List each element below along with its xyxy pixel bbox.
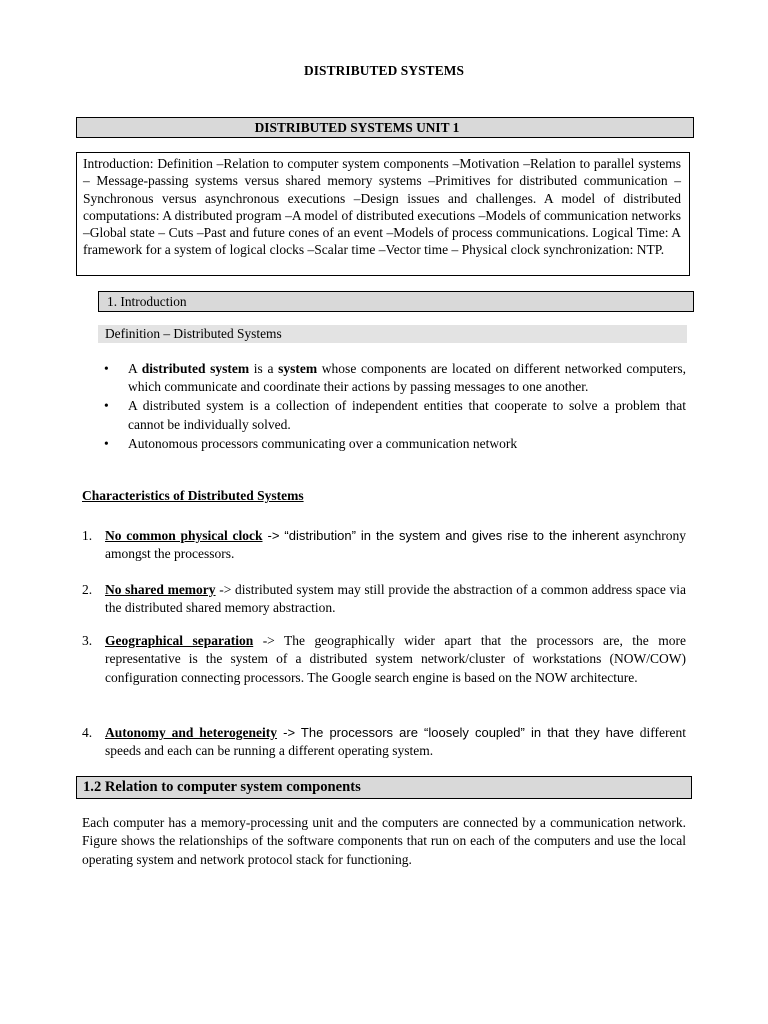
item-text-block — [105, 527, 686, 564]
item-term: Autonomy and heterogeneity — [105, 725, 278, 740]
characteristic-item — [82, 527, 686, 564]
section-heading: 1.2 Relation to computer system components — [76, 776, 692, 799]
list-item — [104, 435, 686, 453]
list-item — [104, 360, 686, 396]
characteristic-item — [82, 632, 686, 687]
list-item — [104, 397, 686, 433]
bold-term: system — [278, 361, 318, 376]
item-text: different speeds and each can be running a different operating system. — [105, 725, 686, 759]
item-arrow: -> — [262, 528, 285, 543]
item-text: -> distributed system may still provide the abstraction of a common address space via the distributed shared memory abstraction. — [105, 582, 686, 616]
item-term: No shared memory — [105, 582, 216, 597]
item-term: No common physical clock — [105, 528, 263, 543]
bullet-icon: • — [104, 361, 109, 376]
bullet-icon: • — [104, 398, 109, 414]
item-text: -> The processors are “loosely coupled” in that they have — [277, 725, 634, 740]
item-text-block — [105, 581, 686, 618]
unit-title: DISTRIBUTED SYSTEMS UNIT 1 — [254, 120, 460, 135]
item-term: Geographical separation — [105, 633, 254, 648]
bullet-text: whose components are located on different networked computers, which communicate and coordinate their actions by passing messages to one another. — [128, 361, 687, 395]
intro-heading: 1. Introduction — [98, 291, 694, 312]
bullet-text: A — [128, 361, 142, 376]
characteristic-item — [82, 581, 686, 618]
document-title: DISTRIBUTED SYSTEMS — [303, 63, 465, 78]
item-number: 1. — [82, 528, 93, 543]
unit-title-box — [76, 117, 694, 138]
item-text: asynchrony amongst the processors. — [105, 528, 686, 562]
item-number: 3. — [82, 633, 93, 648]
item-number: 2. — [82, 582, 93, 597]
item-text: -> The geographically wider apart that the processors are, the more representative is the system of a distributed system network/cluster of workstations (NOW/COW) configuration connecting processors. The Google search engine is based on the NOW architecture. — [105, 633, 686, 685]
item-number: 4. — [82, 725, 93, 740]
bold-term: distributed system — [141, 361, 250, 376]
item-text: “distribution” in the system and gives rise to the inherent — [284, 528, 620, 543]
bullet-text: A distributed system is a collection of independent entities that cooperate to solve a problem that cannot be individually solved. — [128, 398, 686, 432]
definition-bullet-list — [104, 360, 686, 454]
item-text-block — [105, 632, 686, 687]
syllabus-box: Introduction: Definition –Relation to computer system components –Motivation –Relation to parallel systems – Message-passing systems versus shared memory systems –Primitives for distributed communication –Synchronous versus asynchronous executions –Design issues and challenges. A model of distributed computations: A distributed program –A model of distributed executions –Models of communication networks –Global state – Cuts –Past and future cones of an event –Models of process communications. Logical Time: A framework for a system of logical clocks –Scalar time –Vector time – Physical clock synchronization: NTP. — [76, 152, 690, 276]
bullet-text: Autonomous processors communicating over a communication network — [128, 435, 518, 451]
characteristics-heading: Characteristics of Distributed Systems — [82, 488, 304, 503]
characteristic-item — [82, 724, 686, 761]
section-paragraph: Each computer has a memory-processing unit and the computers are connected by a communication network. Figure shows the relationships of the software components that run on each of the computers and use the local operating system and network protocol stack for functioning. — [82, 815, 686, 867]
item-text-block — [105, 724, 686, 761]
bullet-text: is a — [249, 361, 279, 376]
definition-heading: Definition – Distributed Systems — [98, 325, 687, 343]
bullet-icon: • — [104, 435, 109, 451]
